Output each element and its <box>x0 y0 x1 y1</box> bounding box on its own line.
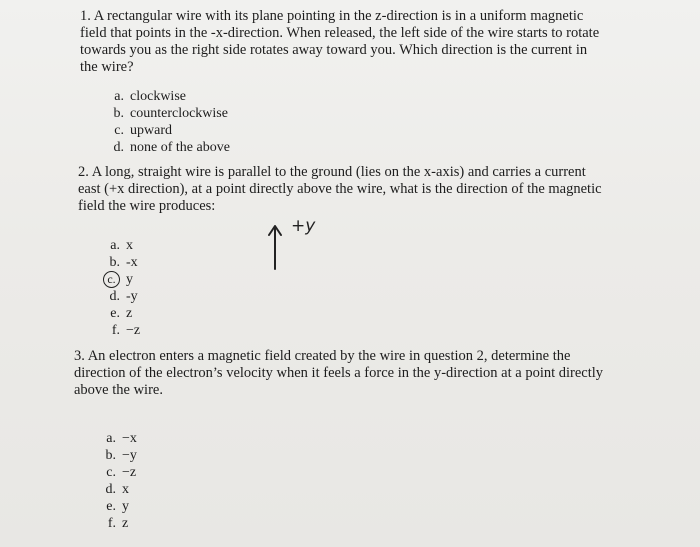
option-item[interactable]: b. -x <box>109 255 138 270</box>
question-3-text: 3. An electron enters a magnetic field created by the wire in question 2, determine the direction of the electron’s velocity when it feels a force in the y-direction at a point directly above the wire. <box>74 348 604 398</box>
option-item[interactable]: f. −z <box>111 323 141 338</box>
question-3-options <box>92 430 137 532</box>
handwritten-annotation: +y <box>291 216 316 236</box>
option-item[interactable]: a. clockwise <box>114 89 186 104</box>
up-arrow-icon <box>265 222 285 272</box>
option-item[interactable]: a. −x <box>106 431 137 446</box>
option-item[interactable]: d. none of the above <box>113 140 230 155</box>
question-1 <box>80 8 605 76</box>
option-item[interactable]: a. x <box>110 238 133 253</box>
option-item[interactable]: e. z <box>110 306 133 321</box>
question-2 <box>78 164 608 215</box>
option-item[interactable]: b. −y <box>105 448 137 463</box>
option-item-selected[interactable]: c. y <box>96 271 140 288</box>
option-item[interactable]: e. y <box>106 499 129 514</box>
question-3 <box>74 348 609 399</box>
option-item[interactable]: f. z <box>107 516 129 531</box>
question-2-text: 2. A long, straight wire is parallel to the ground (lies on the x-axis) and carries a current east (+x direction), at a point directly above the wire, what is the direction of the magnetic field the wire produces: <box>78 164 602 214</box>
circled-answer-mark: c. <box>103 271 120 288</box>
option-item[interactable]: d. x <box>105 482 129 497</box>
question-1-text: 1. A rectangular wire with its plane pointing in the z-direction is in a uniform magnetic field that points in the -x-direction. When released, the left side of the wire starts to rotate towards you as the right side rotates away toward you. Which direction is the current in the wire? <box>80 8 600 75</box>
option-item[interactable]: c. upward <box>114 123 172 138</box>
question-2-options <box>96 237 140 339</box>
question-1-options <box>100 88 230 156</box>
option-item[interactable]: c. −z <box>106 465 137 480</box>
option-item[interactable]: d. -y <box>109 289 138 304</box>
option-item[interactable]: b. counterclockwise <box>113 106 228 121</box>
